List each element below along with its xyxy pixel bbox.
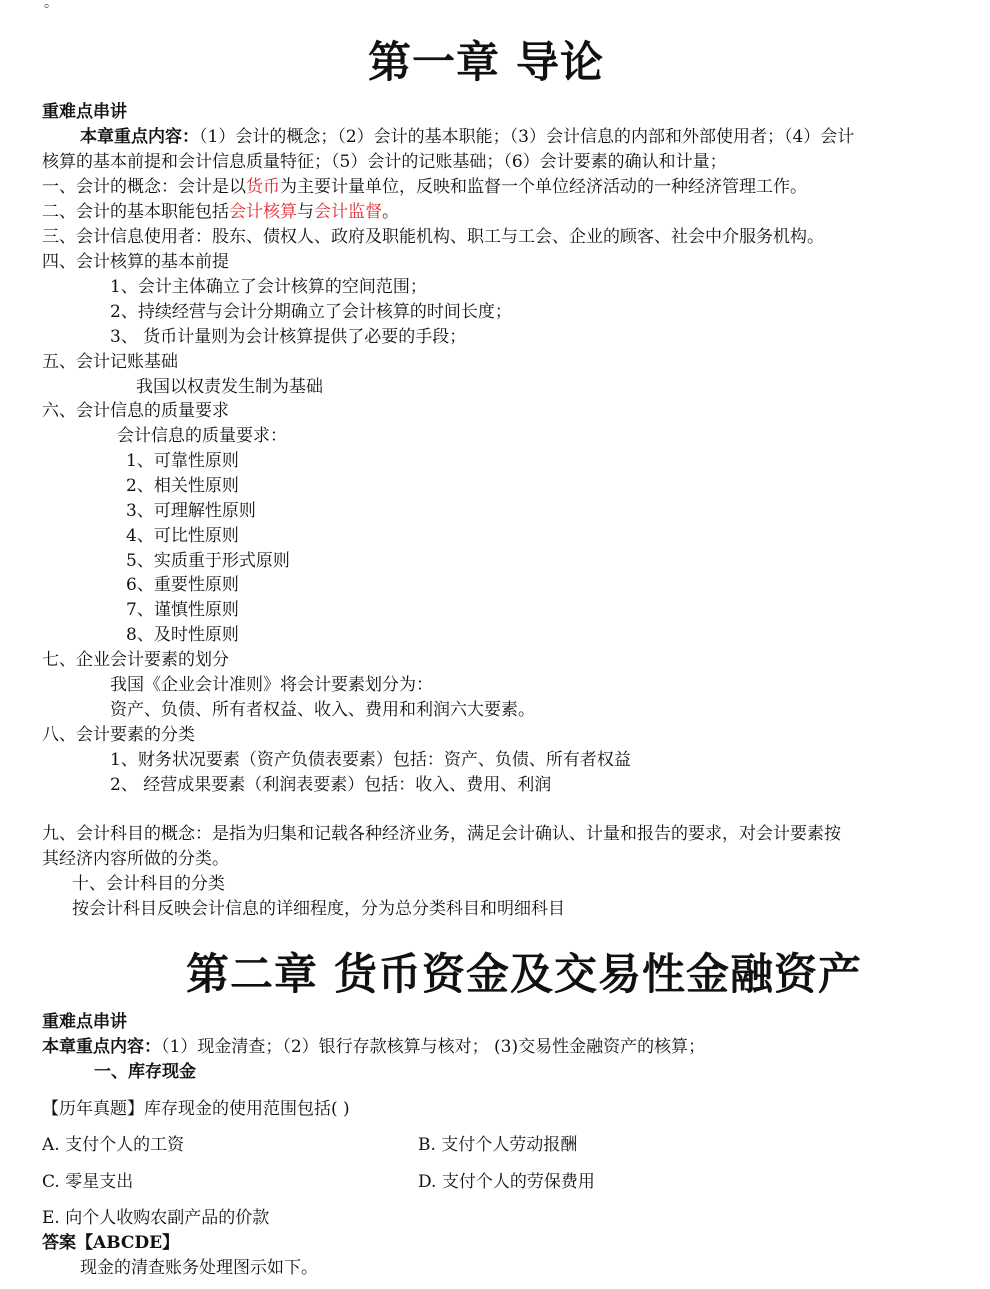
top-mark: 。: [44, 0, 58, 11]
item2-highlight-2: 会计监督: [314, 202, 382, 222]
chapter2-subheading: 重难点串讲: [42, 1012, 127, 1032]
item1-text-b: 为主要计量单位，反映和监督一个单位经济活动的一种经济管理工作。: [280, 177, 807, 197]
key-points-text: （1）现金清查；（2）银行存款核算与核对； (3)交易性金融资产的核算；: [161, 1037, 706, 1057]
item-basic-premises: 四、会计核算的基本前提: [42, 252, 229, 272]
classification-item: 2、 经营成果要素（利润表要素）包括：收入、费用、利润: [110, 775, 552, 795]
section-cash-on-hand: 一、库存现金: [94, 1062, 196, 1082]
item1-text-a: 一、会计的概念：会计是以: [42, 177, 246, 197]
classification-item: 1、财务状况要素（资产负债表要素）包括：资产、负债、所有者权益: [110, 750, 631, 770]
item2-text-end: 。: [382, 202, 399, 222]
item-bookkeeping-basis: 五、会计记账基础: [42, 352, 178, 372]
premise-item: 1、会计主体确立了会计核算的空间范围；: [110, 277, 427, 297]
key-points-label: 本章重点内容：: [42, 1037, 161, 1057]
quality-principle: 2、相关性原则: [126, 476, 239, 496]
bookkeeping-basis-text: 我国以权责发生制为基础: [136, 377, 323, 397]
item2-highlight-1: 会计核算: [229, 202, 297, 222]
cash-check-note: 现金的清查账务处理图示如下。: [80, 1258, 318, 1278]
item-account-concept-cont: 其经济内容所做的分类。: [42, 849, 229, 869]
item-account-concept: 九、会计科目的概念：是指为归集和记载各种经济业务，满足会计确认、计量和报告的要求，对会计要素按: [42, 824, 841, 844]
chapter1-title: 第一章 导论: [368, 38, 604, 88]
option-a: A. 支付个人的工资: [42, 1135, 185, 1155]
item-element-classification: 八、会计要素的分类: [42, 725, 195, 745]
quality-principle: 5、实质重于形式原则: [126, 551, 290, 571]
quality-principle: 7、谨慎性原则: [126, 600, 239, 620]
item-account-classification: 十、会计科目的分类: [72, 874, 225, 894]
item-quality-requirements: 六、会计信息的质量要求: [42, 401, 229, 421]
key-points-text: （1）会计的概念；（2）会计的基本职能；（3）会计信息的内部和外部使用者；（4）会计: [199, 127, 855, 147]
answer: 答案【ABCDE】: [42, 1233, 180, 1253]
item-info-users: 三、会计信息使用者：股东、债权人、政府及职能机构、职工与工会、企业的顾客、社会中介服务机构。: [42, 227, 824, 247]
element-division-text-1: 我国《企业会计准则》将会计要素划分为：: [110, 675, 433, 695]
chapter1-key-points: [80, 126, 854, 148]
option-b: B. 支付个人劳动报酬: [418, 1135, 578, 1155]
item2-text-mid: 与: [297, 202, 314, 222]
premise-item: 3、 货币计量则为会计核算提供了必要的手段；: [110, 327, 467, 347]
option-c: C. 零星支出: [42, 1172, 134, 1192]
exam-question: 【历年真题】库存现金的使用范围包括( ): [42, 1099, 350, 1119]
item2-text-a: 二、会计的基本职能包括: [42, 202, 229, 222]
chapter1-key-points-cont: 核算的基本前提和会计信息质量特征；（5）会计的记账基础；（6）会计要素的确认和计量；: [42, 152, 727, 172]
chapter2-key-points: [42, 1036, 705, 1058]
premise-item: 2、持续经营与会计分期确立了会计核算的时间长度；: [110, 302, 512, 322]
key-points-label: 本章重点内容：: [80, 127, 199, 147]
element-division-text-2: 资产、负债、所有者权益、收入、费用和利润六大要素。: [110, 700, 535, 720]
quality-principle: 1、可靠性原则: [126, 451, 239, 471]
quality-intro: 会计信息的质量要求：: [117, 426, 287, 446]
account-classification-text: 按会计科目反映会计信息的详细程度，分为总分类科目和明细科目: [72, 899, 565, 919]
item-accounting-concept: [42, 176, 807, 198]
option-e: E. 向个人收购农副产品的价款: [42, 1208, 270, 1228]
option-d: D. 支付个人的劳保费用: [418, 1172, 595, 1192]
item1-highlight: 货币: [246, 177, 280, 197]
chapter1-subheading: 重难点串讲: [42, 102, 127, 122]
quality-principle: 3、可理解性原则: [126, 501, 256, 521]
quality-principle: 6、重要性原则: [126, 575, 239, 595]
quality-principle: 8、及时性原则: [126, 625, 239, 645]
chapter2-title: 第二章 货币资金及交易性金融资产: [186, 950, 862, 1000]
quality-principle: 4、可比性原则: [126, 526, 239, 546]
item-element-division: 七、企业会计要素的划分: [42, 650, 229, 670]
item-basic-functions: [42, 201, 399, 223]
